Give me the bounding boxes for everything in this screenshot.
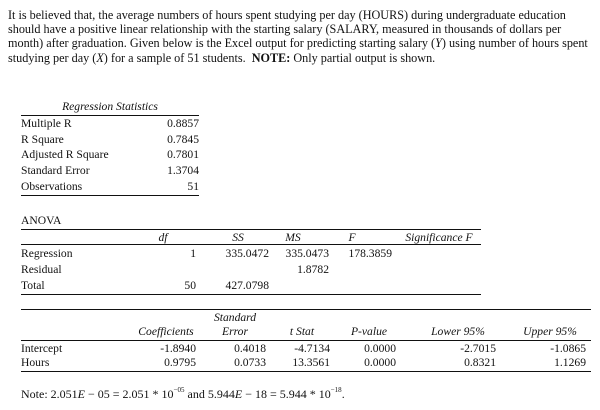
coef-intercept-t-stat: -4.7134	[294, 342, 330, 355]
anova-label-regression: Regression	[21, 247, 73, 260]
anova-header-significance-f: Significance F	[405, 231, 473, 244]
stats-label-r-square: R Square	[21, 133, 64, 146]
note-end: .	[341, 387, 345, 401]
anova-title: ANOVA	[21, 214, 62, 227]
stats-label-adjusted-r-square: Adjusted R Square	[21, 148, 109, 161]
stats-label-observations: Observations	[21, 180, 83, 193]
x-variable: X	[96, 50, 104, 65]
anova-residual-ms: 1.8782	[297, 263, 329, 276]
note-exp2: −18	[330, 386, 342, 394]
coef-header-rule	[21, 340, 591, 341]
anova-header-f: F	[348, 231, 356, 244]
coef-intercept-upper-95: -1.0865	[550, 342, 586, 355]
stats-top-rule	[21, 115, 199, 116]
stats-value-adjusted-r-square: 0.7801	[167, 148, 199, 161]
anova-regression-ms: 335.0473	[285, 247, 329, 260]
stats-value-standard-error: 1.3704	[167, 164, 199, 177]
anova-header-rule	[21, 244, 481, 245]
intro-text-mid: ) using number of hours spent studying per day (	[8, 36, 588, 65]
stats-value-r-square: 0.7845	[167, 133, 199, 146]
anova-header-df: df	[158, 231, 168, 244]
note-part1: − 05 = 2.051 * 10	[85, 387, 174, 401]
note-exp1: −05	[173, 386, 185, 394]
note-part2: − 18 = 5.944 * 10	[242, 387, 331, 401]
coef-header-coefficients: Coefficients	[138, 325, 194, 338]
coef-header-p-value: P-value	[350, 325, 388, 338]
coef-intercept-lower-95: -2.7015	[460, 342, 496, 355]
coef-hours-t-stat: 13.3561	[292, 356, 330, 369]
coef-intercept-p-value: 0.0000	[364, 342, 396, 355]
note-e2: E	[234, 387, 243, 401]
y-variable: Y	[435, 36, 442, 51]
note-text: Only partial output is shown.	[290, 50, 436, 65]
anova-label-residual: Residual	[21, 263, 62, 276]
regression-statistics-title: Regression Statistics	[62, 100, 158, 113]
coef-hours-coefficient: 0.9795	[164, 356, 196, 369]
anova-header-ss: SS	[232, 231, 244, 244]
coef-header-lower-95: Lower 95%	[431, 325, 485, 338]
anova-total-df: 50	[184, 279, 196, 292]
anova-bottom-rule	[21, 294, 481, 295]
coef-intercept-coefficient: -1.8940	[160, 342, 196, 355]
note-label: NOTE:	[251, 50, 291, 65]
note-mid: and 5.944	[184, 387, 235, 401]
coef-top-rule	[21, 309, 591, 310]
coef-header-upper-95: Upper 95%	[523, 325, 577, 338]
intro-text-after: ) for a sample of 51 students.	[103, 50, 246, 65]
coef-header-error: Error	[222, 325, 248, 338]
note-lead: Note: 2.051	[21, 387, 78, 401]
coef-hours-standard-error: 0.0733	[234, 356, 266, 369]
anova-label-total: Total	[21, 279, 45, 292]
coef-header-standard: Standard	[213, 311, 257, 324]
coef-label-hours: Hours	[21, 356, 50, 369]
coef-label-intercept: Intercept	[21, 342, 63, 355]
anova-top-rule	[21, 229, 481, 230]
coef-bottom-rule	[21, 371, 591, 372]
coef-intercept-standard-error: 0.4018	[234, 342, 266, 355]
intro-paragraph	[8, 8, 594, 65]
coef-hours-lower-95: 0.8321	[464, 356, 496, 369]
anova-regression-ss: 335.0472	[225, 247, 269, 260]
stats-label-multiple-r: Multiple R	[21, 117, 72, 130]
stats-label-standard-error: Standard Error	[21, 164, 90, 177]
anova-regression-f: 178.3859	[348, 247, 392, 260]
stats-bottom-rule	[21, 195, 199, 196]
coef-header-t-stat: t Stat	[289, 325, 315, 338]
intro-text-before: It is believed that, the average numbers of hours spent studying per day (HOURS) during undergraduate education should have a positive linear relationship with the starting salary (SALARY, measured in thousands of dollars per month) after graduation. Given below is the Excel output for predicting starting salary (	[8, 8, 566, 51]
stats-value-observations: 51	[187, 180, 199, 193]
coef-hours-p-value: 0.0000	[364, 356, 396, 369]
scientific-notation-note	[21, 386, 345, 402]
note-e1: E	[77, 387, 86, 401]
anova-header-ms: MS	[285, 231, 301, 244]
anova-regression-df: 1	[190, 247, 196, 260]
stats-value-multiple-r: 0.8857	[167, 117, 199, 130]
anova-total-ss: 427.0798	[225, 279, 269, 292]
coef-hours-upper-95: 1.1269	[554, 356, 586, 369]
